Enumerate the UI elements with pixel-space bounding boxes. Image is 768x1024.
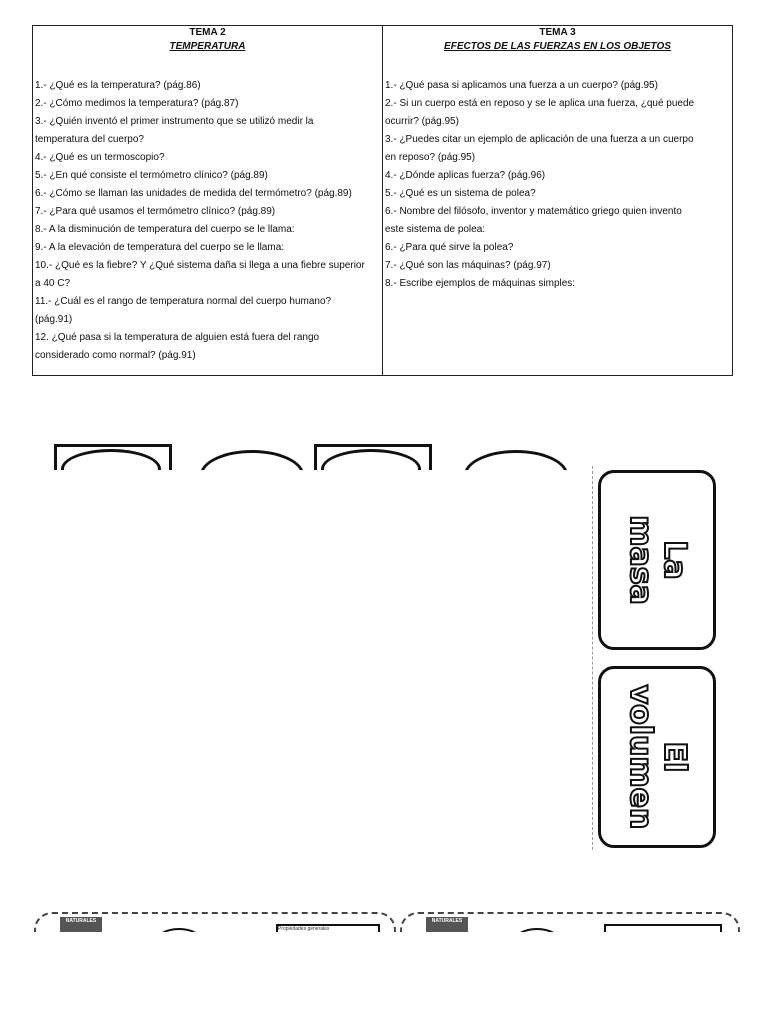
tema2-column [33, 26, 382, 375]
question-line: 8.- A la disminución de temperatura del cuerpo se le llama: [35, 224, 295, 235]
tema3-subtitle: EFECTOS DE LAS FUERZAS EN LOS OBJETOS [444, 41, 671, 52]
naturales-badge: NATURALES [60, 917, 102, 940]
question-line: 5.- ¿En qué consiste el termómetro clínico? (pág.89) [35, 170, 268, 181]
question-line: este sistema de polea: [385, 224, 486, 235]
questions-table [32, 25, 733, 376]
question-line: 10.- ¿Qué es la fiebre? Y ¿Qué sistema daña si llega a una fiebre superior [35, 260, 365, 271]
oval-shape [61, 449, 161, 470]
question-line: temperatura del cuerpo? [35, 134, 144, 145]
oval-shape [200, 450, 304, 470]
question-line: 6.- ¿Para qué sirve la polea? [385, 242, 514, 253]
question-line: 7.- ¿Qué son las máquinas? (pág.97) [385, 260, 551, 271]
boxed-oval-shape [54, 444, 172, 470]
question-line: 8.- Escribe ejemplos de máquinas simples: [385, 278, 576, 289]
oval-shape [321, 449, 421, 470]
question-line: 3.- ¿Quién inventó el primer instrumento que se utilizó medir la [35, 116, 314, 127]
question-line: 9.- A la elevación de temperatura del cuerpo se le llama: [35, 242, 285, 253]
question-line: 1.- ¿Qué pasa si aplicamos una fuerza a un cuerpo? (pág.95) [385, 80, 658, 91]
label-word: La [657, 540, 692, 580]
blank-area [0, 932, 768, 1024]
label-word: masa [623, 515, 658, 605]
tema2-header: TEMA 2 [189, 27, 226, 38]
question-line: 1.- ¿Qué es la temperatura? (pág.86) [35, 80, 201, 91]
tema2-subtitle: TEMPERATURA [169, 41, 246, 52]
question-line: considerado como normal? (pág.91) [35, 350, 196, 361]
label-word: volumen [623, 684, 658, 830]
question-line: (pág.91) [35, 314, 73, 325]
question-line: 7.- ¿Para qué usamos el termómetro clínico? (pág.89) [35, 206, 276, 217]
question-line: ocurrir? (pág.95) [385, 116, 459, 127]
question-line: 11.- ¿Cuál es el rango de temperatura normal del cuerpo humano? [35, 296, 332, 307]
question-line: 2.- ¿Cómo medimos la temperatura? (pág.87) [35, 98, 239, 109]
question-line: 12. ¿Qué pasa si la temperatura de alguien está fuera del rango [35, 332, 320, 343]
label-word: El [657, 741, 692, 773]
question-line: 4.- ¿Qué es un termoscopio? [35, 152, 165, 163]
label-text-masa [623, 515, 691, 605]
tema2-question-list [35, 77, 380, 365]
oval-shape [464, 450, 568, 470]
tema3-header: TEMA 3 [539, 27, 576, 38]
question-line: a 40 C? [35, 278, 71, 289]
label-card-volumen [598, 666, 716, 848]
label-card-masa [598, 470, 716, 650]
label-text-volumen [623, 685, 691, 830]
question-line: en reposo? (pág.95) [385, 152, 476, 163]
naturales-badge: NATURALES [426, 917, 468, 940]
boxed-oval-shape [314, 444, 432, 470]
question-line: 5.- ¿Qué es un sistema de polea? [385, 188, 536, 199]
question-line: 6.- ¿Cómo se llaman las unidades de medida del termómetro? (pág.89) [35, 188, 352, 199]
label-box: Propiedades generales [276, 924, 380, 940]
question-line: 4.- ¿Dónde aplicas fuerza? (pág.96) [385, 170, 546, 181]
question-line: 3.- ¿Puedes citar un ejemplo de aplicación de una fuerza a un cuerpo [385, 134, 694, 145]
question-line: 2.- Si un cuerpo está en reposo y se le aplica una fuerza, ¿qué puede [385, 98, 695, 109]
tema3-question-list [385, 77, 730, 293]
cutout-shapes-strip [40, 440, 580, 470]
question-line: 6.- Nombre del filósofo, inventor y matemático griego quien invento [385, 206, 682, 217]
cut-line [592, 466, 594, 850]
tema3-column [382, 26, 732, 375]
